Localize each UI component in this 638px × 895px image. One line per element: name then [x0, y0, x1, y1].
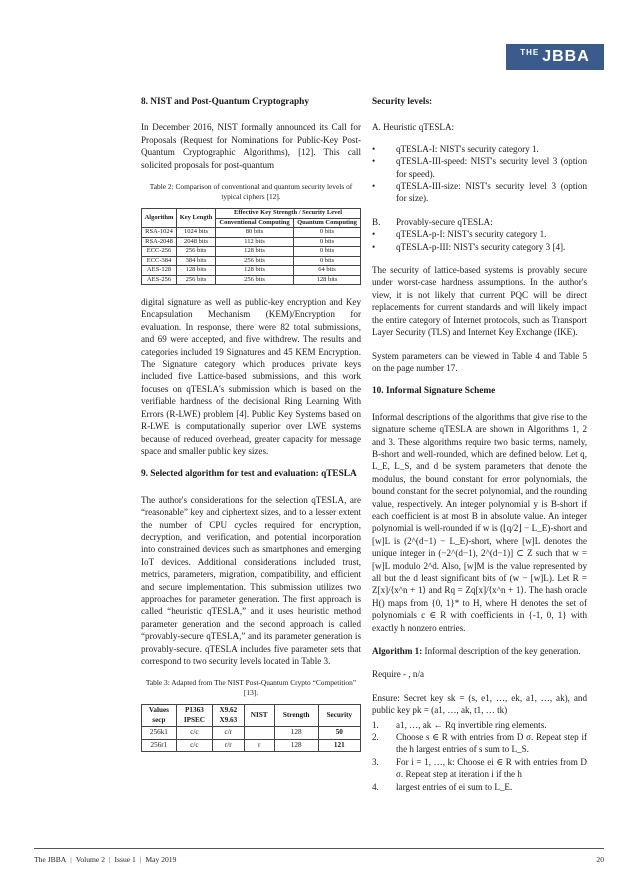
heuristic-list-item: [372, 155, 587, 180]
table-3-cell: 121: [318, 739, 360, 752]
table-2: [141, 208, 361, 285]
heuristic-list-item: [372, 180, 587, 205]
table-2-header-key-length: Key Length: [177, 209, 216, 228]
table-2-row: [142, 275, 361, 285]
algorithm-step-text: Choose s ∈ R with entries from D σ. Repeat step if the h largest entries of s sum to L_S.: [396, 732, 587, 755]
table-3-cell: c/c: [176, 727, 212, 740]
provably-secure-label: [372, 216, 587, 228]
table-3-cell: [244, 727, 274, 740]
security-levels-heading: Security levels:: [372, 97, 433, 107]
table-2-row: [142, 228, 361, 238]
algorithm-1-ensure: Ensure: Secret key sk = (s, e1, …, ek, a1, …, ak), and public key pk = (a1, …, ak, t1, … tk): [372, 692, 587, 716]
table-2-cell: RSA-2048: [142, 237, 177, 247]
section-9-paragraph-1: The author's considerations for the selection qTESLA, are “reasonable” key and ciphertext sizes, and to a lesser extent the number of CPU cycles required for encryption, decryption, and verification, and potential incorporation into constrained devices such as smartphones and emerging IoT devices. Additional considerations included trust, metrics, parameters, migration, compatibility, and efficient and secure implementation. This submission utilizes two approaches for parameter generation. The first approach is called “heuristic qTESLA,” and it uses heuristic method parameter generation and the second approach is called “provably-secure qTESLA,” and its parameter generation is provably-secure. qTESLA includes five parameter sets that correspond to two security levels located in Table 3.: [141, 494, 361, 666]
page-footer: The JBBA | Volume 2 | Issue 1 | May 2019 20: [34, 855, 604, 864]
table-2-row: [142, 256, 361, 266]
section-10-paragraph-1: Informal descriptions of the algorithms that give rise to the signature scheme qTESLA are shown in Algorithms 1, 2 and 3. These algorithms require two basic terms, namely, B-short and well-rounded, which are defined below. Let q, L_E, L_S, and d be system parameters that denote the modulus, the bound constant for error polynomials, the bound constant for the secret polynomial, and the rounding value, respectively. An integer polynomial y is B-short if each coefficient is at most B in absolute value. An integer polynomial is well-rounded if w is (⌊q/2⌋ − L_E)-short and [w]L is (2^(d−1) − L_E)-short, where [w]L denotes the unique integer in (−2^(d−1), 2^(d−1)] ⊂ Z such that w = [w]L modulo 2^d. Also, [w]M is the value represented by all but the d least significant bits of (w − [w]L). Let R = Z[x]/⟨x^n + 1⟩ and Rq = Zq[x]/⟨x^n + 1⟩. The hash oracle H() maps from {0, 1}* to H, where H denotes the set of polynomials c ∈ R with coefficients in {-1, 0, 1} with exactly h nonzero entries.: [372, 411, 587, 633]
table-2-cell: AES-128: [142, 266, 177, 276]
table-3-header-cell: Strength: [274, 705, 318, 727]
table-2-cell: 128 bits: [177, 266, 216, 276]
algorithm-1-label: Algorithm 1:: [372, 646, 423, 657]
table-3-cell: 50: [318, 727, 360, 740]
table-3-row: [142, 739, 361, 752]
table-2-header-algorithm: Algorithm: [142, 209, 177, 228]
page-number: 20: [596, 855, 604, 864]
footer-rule: [34, 848, 604, 849]
algorithm-step: [372, 781, 587, 793]
right-column: [372, 96, 587, 793]
section-8-heading: 8. NIST and Post-Quantum Cryptography: [141, 97, 309, 107]
left-column: [141, 96, 361, 752]
table-2-row: [142, 247, 361, 257]
table-2-cell: ECC-384: [142, 256, 177, 266]
algorithm-step-number: 2.: [372, 732, 379, 743]
table-2-cell: 0 bits: [293, 228, 360, 238]
algorithm-step-text: a1, …, ak ← Rq invertible ring elements.: [396, 719, 547, 730]
table-3-cell: 128: [274, 727, 318, 740]
table-2-header-effective: Effective Key Strength / Security Level: [216, 209, 361, 219]
table-2-cell: 128 bits: [293, 275, 360, 285]
bullet-text: qTESLA-p-I: NIST's security category 1.: [396, 229, 547, 240]
heuristic-qtesla-label: A. Heuristic qTESLA:: [372, 122, 455, 133]
table-2-cell: 64 bits: [293, 266, 360, 276]
table-2-caption: Table 2: Comparison of conventional and quantum security levels of typical ciphers [12].: [149, 182, 353, 202]
table-2-cell: 2048 bits: [177, 237, 216, 247]
table-2-header-conventional: Conventional Computing: [216, 218, 294, 228]
algorithm-1-text: Informal description of the key generation.: [424, 646, 581, 657]
logo-name: JBBA: [542, 48, 590, 65]
table-3-header-cell: Security: [318, 705, 360, 727]
footer-volume: Volume 2: [75, 855, 105, 864]
table-3-header-cell: Values secp: [142, 705, 177, 727]
parameters-paragraph: System parameters can be viewed in Table 4 and Table 5 on the page number 17.: [372, 350, 587, 373]
algorithm-step-text: For i = 1, …, k: Choose ei ∈ R with entries from D σ. Repeat step at iteration i if the h: [396, 756, 587, 780]
bullet-mark: •: [372, 156, 376, 167]
algorithm-step: [372, 719, 587, 731]
table-2-cell: 112 bits: [216, 237, 294, 247]
table-3-cell: c/r: [213, 727, 245, 740]
table-2-row: [142, 266, 361, 276]
algorithm-1-require: Require - , n/a: [372, 669, 425, 680]
section-9-heading: 9. Selected algorithm for test and evaluation: qTESLA: [141, 469, 357, 480]
table-3-caption: Table 3: Adapted from The NIST Post-Quantum Crypto “Competition” [13].: [145, 678, 357, 698]
table-2-cell: 0 bits: [293, 247, 360, 257]
bullet-mark: •: [372, 229, 376, 240]
table-2-cell: 80 bits: [216, 228, 294, 238]
section-10-heading: 10. Informal Signature Scheme: [372, 386, 496, 397]
table-3-cell: 256r1: [142, 739, 177, 752]
table-2-cell: 256 bits: [216, 275, 294, 285]
table-2-cell: AES-256: [142, 275, 177, 285]
table-2-cell: 256 bits: [216, 256, 294, 266]
table-2-cell: 256 bits: [177, 275, 216, 285]
footer-date: May 2019: [145, 855, 177, 864]
algorithm-step-number: 3.: [372, 756, 379, 767]
algorithm-step: [372, 756, 587, 781]
table-3: [141, 704, 361, 752]
footer-journal: The JBBA: [34, 855, 67, 864]
table-2-cell: 384 bits: [177, 256, 216, 266]
table-3-header-cell: X9.62 X9.63: [213, 705, 245, 727]
section-8-paragraph-2: digital signature as well as public-key encryption and Key Encapsulation Mechanism (KEM)/Encryption for evaluation. In response, there were 82 total submissions, and 69 were accepted, and five withdrew. The results and categories included 19 Signatures and 45 KEM Encryption. The Signature category which produces private keys included five Lattice-based submissions, and this work focuses on qTESLA's submission which is based on the verifiable hardness of the decisional Ring Learning With Errors (R-LWE) problem [4]. Public Key Systems based on R-LWE is computationally superior over LWE systems because of reduced overhead, greater capacity for message space and smaller public key sizes.: [141, 297, 361, 456]
bullet-text: qTESLA-I: NIST's security category 1.: [396, 143, 539, 154]
heuristic-list: [372, 143, 587, 205]
provably-secure-list-item: [372, 228, 587, 240]
footer-issue: Issue 1: [114, 855, 136, 864]
table-3-cell: r/r: [213, 739, 245, 752]
algorithm-step-text: largest entries of ei sum to L_E.: [396, 781, 513, 792]
table-2-cell: ECC-256: [142, 247, 177, 257]
algorithm-step-number: 4.: [372, 781, 379, 792]
table-3-cell: 128: [274, 739, 318, 752]
table-3-cell: r: [244, 739, 274, 752]
table-2-header-quantum: Quantum Computing: [293, 218, 360, 228]
security-paragraph: The security of lattice-based systems is provably secure under worst-case hardness assumptions. In the author's view, it is not likely that current PQC will be direct replacements for current standards and will likely impact the entire category of Internet protocols, such as Transport Layer Security (TLS) and Internet Key Exchange (IKE).: [372, 265, 587, 338]
section-8-paragraph-1: In December 2016, NIST formally announced its Call for Proposals (Request for Nominations for Public-Key Post-Quantum Cryptographic Algorithms), [12]. This call solicited proposals for post-quantum: [141, 122, 361, 170]
provably-secure-title: Provably-secure qTESLA:: [396, 216, 493, 227]
table-3-cell: c/c: [176, 739, 212, 752]
table-2-cell: 0 bits: [293, 256, 360, 266]
provably-secure-list: [372, 228, 587, 253]
table-2-cell: 1024 bits: [177, 228, 216, 238]
table-2-cell: RSA-1024: [142, 228, 177, 238]
table-2-cell: 128 bits: [216, 247, 294, 257]
table-2-row: [142, 237, 361, 247]
heuristic-list-item: [372, 143, 587, 155]
table-3-body: [142, 727, 361, 752]
bullet-mark: •: [372, 181, 376, 192]
provably-secure-mark: B.: [372, 216, 381, 227]
table-2-cell: 256 bits: [177, 247, 216, 257]
algorithm-step: [372, 731, 587, 756]
bullet-mark: •: [372, 241, 376, 252]
table-2-cell: 0 bits: [293, 237, 360, 247]
table-2-cell: 128 bits: [216, 266, 294, 276]
table-3-cell: 256k1: [142, 727, 177, 740]
algorithm-step-number: 1.: [372, 719, 379, 730]
journal-logo: [506, 44, 604, 70]
bullet-text: qTESLA-p-III: NIST's security category 3 [4].: [396, 241, 566, 252]
provably-secure-list-item: [372, 241, 587, 253]
bullet-text: qTESLA-III-speed: NIST's security level 3 (option for speed).: [396, 156, 587, 179]
bullet-text: qTESLA-III-size: NIST's security level 3 (option for size).: [396, 181, 587, 204]
logo-the: THE: [520, 48, 540, 57]
table-3-header-row: [142, 705, 361, 727]
table-2-body: [142, 228, 361, 285]
table-3-header-cell: P1363 IPSEC: [176, 705, 212, 727]
algorithm-1-caption: [372, 645, 587, 657]
table-3-row: [142, 727, 361, 740]
table-3-header-cell: NIST: [244, 705, 274, 727]
bullet-mark: •: [372, 143, 376, 154]
algorithm-1-steps: [372, 719, 587, 793]
